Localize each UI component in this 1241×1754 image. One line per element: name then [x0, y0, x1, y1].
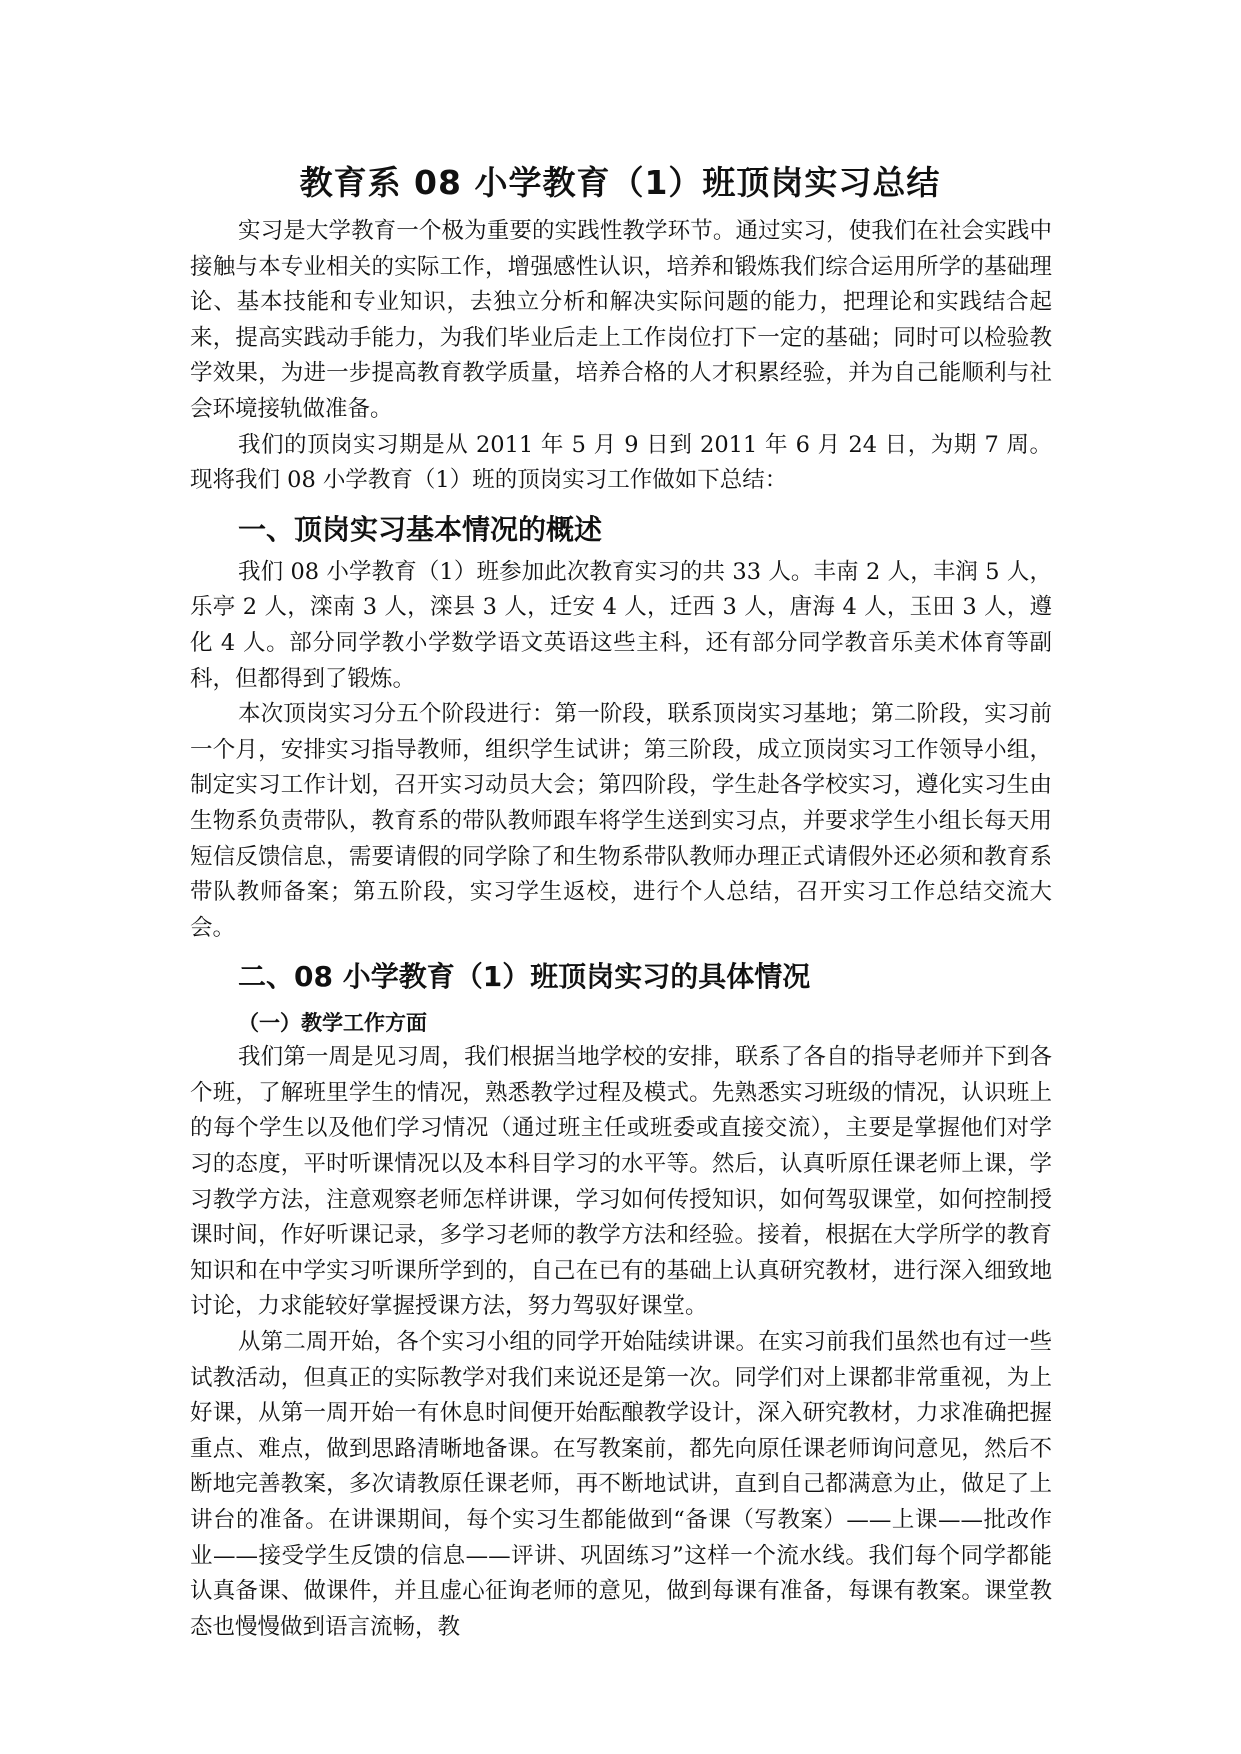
intro-paragraph: 我们的顶岗实习期是从 2011 年 5 月 9 日到 2011 年 6 月 24 日，为期 7 周。现将我们 08 小学教育（1）班的顶岗实习工作做如下总结：: [190, 431, 1052, 494]
subsection-heading: （一）教学工作方面: [238, 1011, 427, 1036]
document-body: [190, 214, 1052, 1645]
section-heading: 二、08 小学教育（1）班顶岗实习的具体情况: [238, 960, 811, 994]
document-title: 教育系 08 小学教育（1）班顶岗实习总结: [299, 163, 941, 202]
section-paragraph: 从第二周开始，各个实习小组的同学开始陆续讲课。在实习前我们虽然也有过一些试教活动，但真正的实际教学对我们来说还是第一次。同学们对上课都非常重视，为上好课，从第一周开始一有休息时间便开始酝酿教学设计，深入研究教材，力求准确把握重点、难点，做到思路清晰地备课。在写教案前，都先向原任课老师询问意见，然后不断地完善教案，多次请教原任课老师，再不断地试讲，直到自己都满意为止，做足了上讲台的准备。在讲课期间，每个实习生都能做到“备课（写教案）——上课——批改作业——接受学生反馈的信息——评讲、巩固练习”这样一个流水线。我们每个同学都能认真备课、做课件，并且虚心征询老师的意见，做到每课有准备，每课有教案。课堂教态也慢慢做到语言流畅，教: [190, 1329, 1052, 1640]
section-paragraph: 我们 08 小学教育（1）班参加此次教育实习的共 33 人。丰南 2 人，丰润 5 人，乐亭 2 人，滦南 3 人，滦县 3 人，迁安 4 人，迁西 3 人，唐海 4 人，玉田 3 人，遵化 4 人。部分同学教小学数学语文英语这些主科，还有部分同学教音乐美术体育等副科，但都得到了锻炼。: [190, 558, 1052, 692]
section-paragraph: 我们第一周是见习周，我们根据当地学校的安排，联系了各自的指导老师并下到各个班，了解班里学生的情况，熟悉教学过程及模式。先熟悉实习班级的情况，认识班上的每个学生以及他们学习情况（通过班主任或班委或直接交流），主要是掌握他们对学习的态度，平时听课情况以及本科目学习的水平等。然后，认真听原任课老师上课，学习教学方法，注意观察老师怎样讲课，学习如何传授知识，如何驾驭课堂，如何控制授课时间，作好听课记录，多学习老师的教学方法和经验。接着，根据在大学所学的教育知识和在中学实习听课所学到的，自己在已有的基础上认真研究教材，进行深入细致地讨论，力求能较好掌握授课方法，努力驾驭好课堂。: [190, 1044, 1052, 1320]
section-paragraph: 本次顶岗实习分五个阶段进行：第一阶段，联系顶岗实习基地；第二阶段，实习前一个月，安排实习指导教师，组织学生试讲；第三阶段，成立顶岗实习工作领导小组，制定实习工作计划，召开实习动员大会；第四阶段，学生赴各学校实习，遵化实习生由生物系负责带队，教育系的带队教师跟车将学生送到实习点，并要求学生小组长每天用短信反馈信息，需要请假的同学除了和生物系带队教师办理正式请假外还必须和教育系带队教师备案；第五阶段，实习学生返校，进行个人总结，召开实习工作总结交流大会。: [190, 701, 1052, 941]
intro-paragraph: 实习是大学教育一个极为重要的实践性教学环节。通过实习，使我们在社会实践中接触与本专业相关的实际工作，增强感性认识，培养和锻炼我们综合运用所学的基础理论、基本技能和专业知识，去独立分析和解决实际问题的能力，把理论和实践结合起来，提高实践动手能力，为我们毕业后走上工作岗位打下一定的基础；同时可以检验教学效果，为进一步提高教育教学质量，培养合格的人才积累经验，并为自己能顺利与社会环境接轨做准备。: [190, 218, 1052, 422]
section-heading: 一、顶岗实习基本情况的概述: [238, 512, 603, 546]
